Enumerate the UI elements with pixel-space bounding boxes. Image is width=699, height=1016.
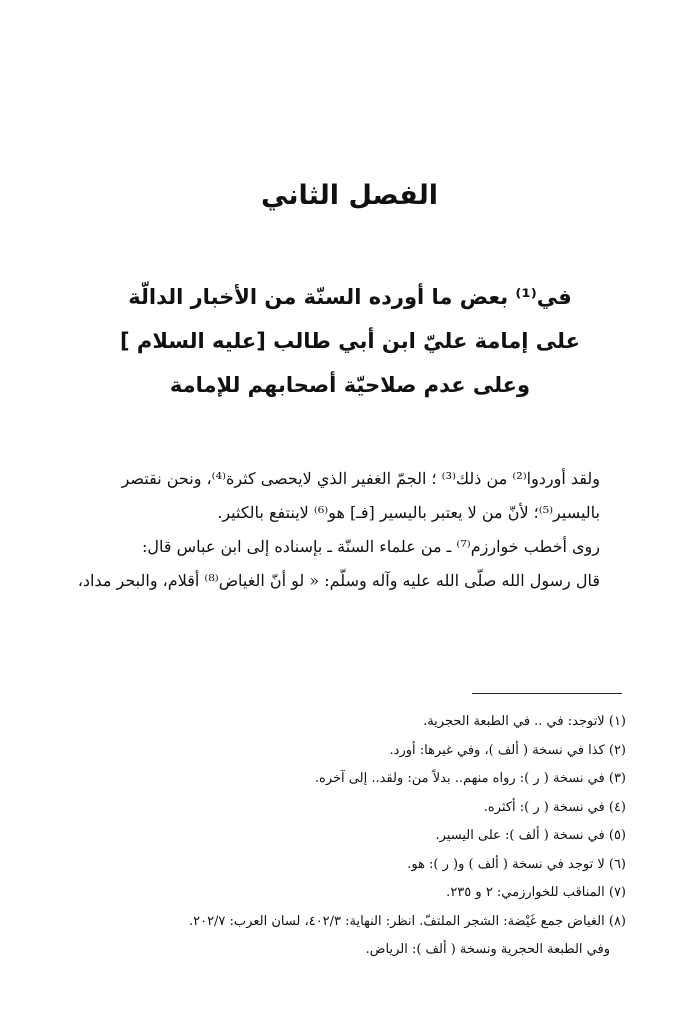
footnote: (٣) في نسخة ( ر ): رواه منهم.. بدلاً من: ولقد.. إلى آخره.: [314, 771, 626, 786]
paragraph: [68, 462, 628, 530]
paragraph-line: روى أخطب خوارزم⁽⁷⁾ ـ من علماء السنّة ـ بإسناده إلى ابن عباس قال:: [141, 537, 600, 556]
footnote: (٧) المناقب للخوارزمي: ٢ و ٢٣٥.: [446, 885, 626, 900]
subtitle-line: على إمامة عليّ ابن أبي طالب [عليه السلام ]: [120, 329, 580, 353]
chapter-subtitle: [70, 275, 630, 407]
subtitle-line: في⁽¹⁾ بعض ما أورده السنّة من الأخبار الدالّة: [128, 285, 572, 309]
footnote-separator: [472, 693, 622, 694]
footnote-continuation: وفي الطبعة الحجرية ونسخة ( ألف ): الرياض.: [365, 942, 610, 957]
footnote: (٦) لا توجد في نسخة ( ألف ) و( ر ): هو.: [407, 856, 626, 872]
footnote: (٤) في نسخة ( ر ): أكثره.: [483, 799, 626, 815]
footnotes-list: [60, 708, 626, 965]
chapter-title: الفصل الثاني: [261, 180, 438, 211]
footnote: (١) لاتوجد: في .. في الطبعة الحجرية.: [423, 714, 626, 729]
footnote: (٨) الغياض جمع غَيْضة: الشجر الملتفّ. انظر: النهاية: ٤٠٢/٣، لسان العرب: ٢٠٢/٧.: [188, 913, 626, 929]
paragraph-line: ولقد أوردوا⁽²⁾ من ذلك⁽³⁾ ؛ الجمّ الغفير الذي لايحصى كثرة⁽⁴⁾، ونحن نقتصر: [121, 469, 600, 488]
paragraph-line: باليسير⁽⁵⁾؛ لأنّ من لا يعتبر باليسير [فـ] هو⁽⁶⁾ لاينتفع بالكثير.: [217, 503, 600, 522]
paragraph: [68, 530, 628, 598]
footnote: (٥) في نسخة ( ألف ): على اليسير.: [435, 828, 626, 843]
paragraph-line: قال رسول الله صلّى الله عليه وآله وسلّم: « لو أنّ الغياض⁽⁸⁾ أقلام، والبحر مداد،: [77, 571, 600, 590]
subtitle-line: وعلى عدم صلاحيّة أصحابهم للإمامة: [169, 373, 531, 397]
body-text: [68, 462, 628, 598]
footnote: (٢) كذا في نسخة ( ألف )، وفي غيرها: أورد.: [389, 742, 626, 758]
